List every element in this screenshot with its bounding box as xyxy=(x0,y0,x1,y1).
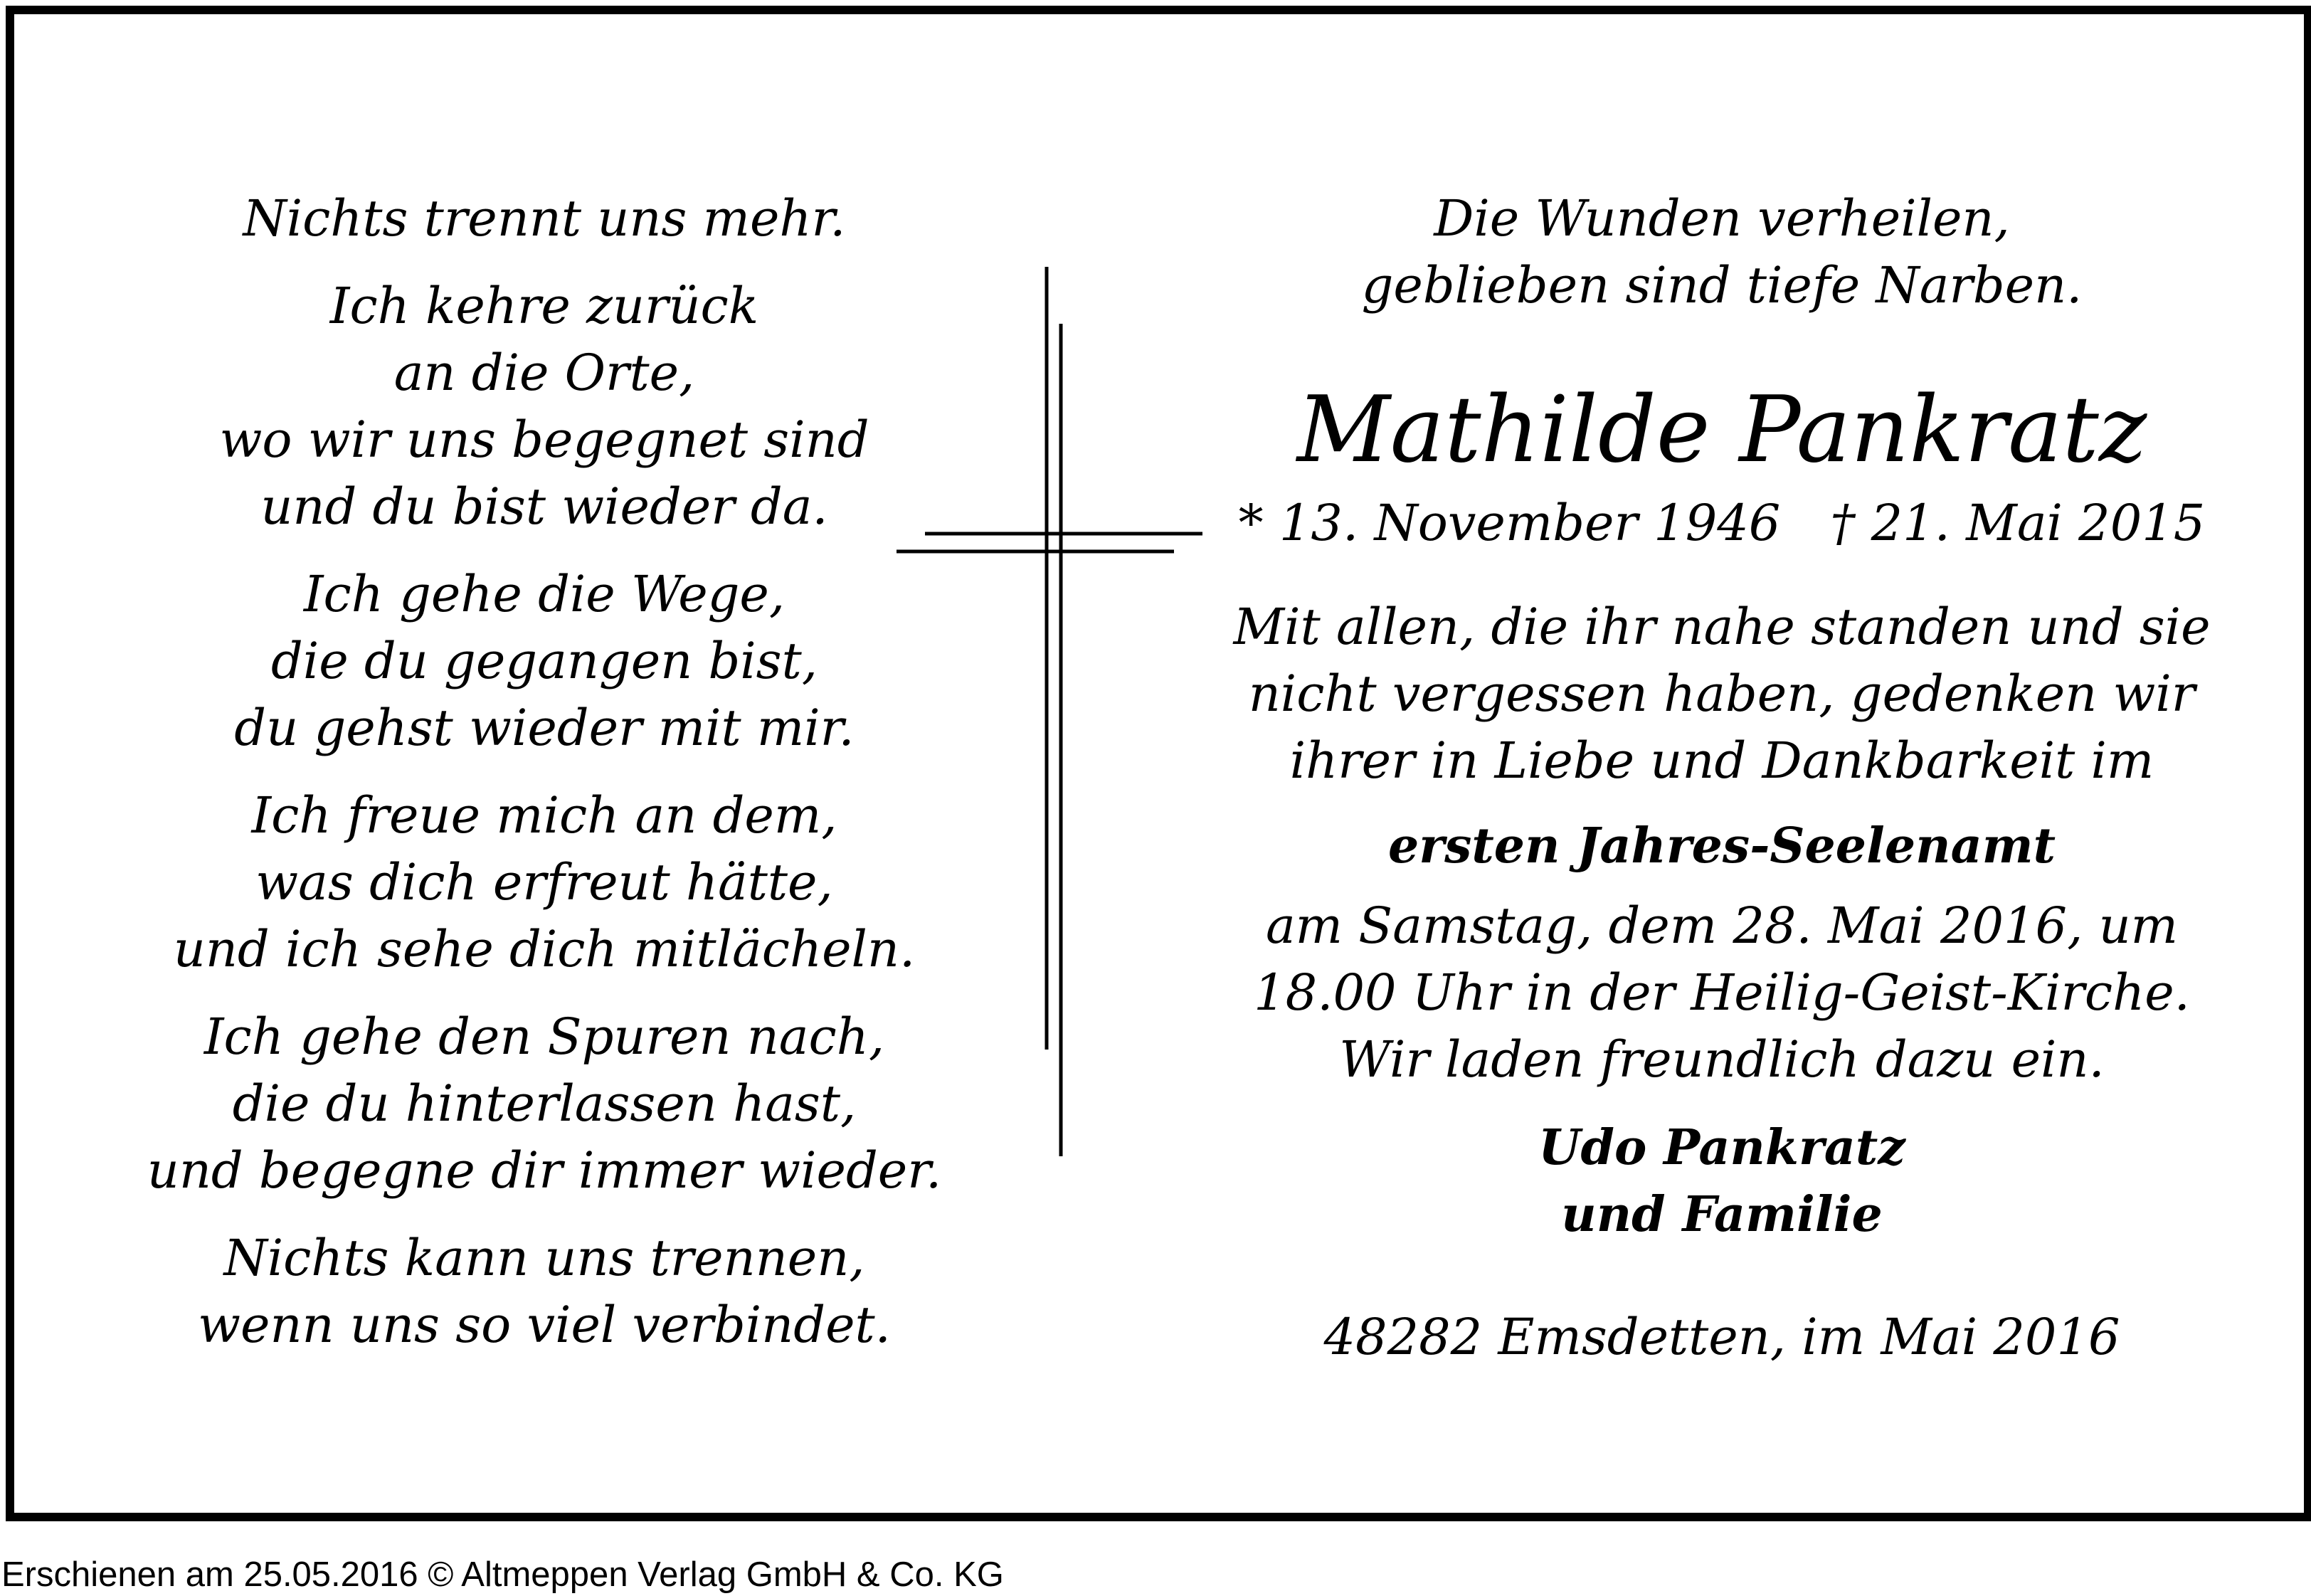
event-title: ersten Jahres-Seelenamt xyxy=(1387,818,2056,874)
poem-line: die du gegangen bist, xyxy=(271,632,818,690)
publication-footer: Erschienen am 25.05.2016 © Altmeppen Verlag GmbH & Co. KG xyxy=(1,1555,1004,1594)
remembrance-message xyxy=(1217,593,2227,794)
event-line: am Samstag, dem 28. Mai 2016, um xyxy=(1265,897,2179,955)
poem-line: Nichts trennt uns mehr. xyxy=(243,189,846,248)
place-and-date: 48282 Emsdetten, im Mai 2016 xyxy=(1323,1308,2120,1366)
message-line: Mit allen, die ihr nahe standen und sie xyxy=(1233,598,2211,656)
event-line: 18.00 Uhr in der Heilig-Geist-Kirche. xyxy=(1254,963,2190,1022)
poem-stanza xyxy=(107,1225,982,1358)
poem xyxy=(107,185,982,1379)
poem-stanza xyxy=(107,561,982,761)
poem-line: Nichts kann uns trennen, xyxy=(223,1229,865,1287)
poem-line: was dich erfreut hätte, xyxy=(255,853,833,911)
quote-line: Die Wunden verheilen, xyxy=(1434,189,2010,248)
poem-line: und ich sehe dich mitlächeln. xyxy=(173,920,916,978)
message-line: ihrer in Liebe und Dankbarkeit im xyxy=(1289,731,2154,790)
family-signature xyxy=(1217,1114,2227,1248)
life-dates xyxy=(1217,490,2227,556)
death-date: † 21. Mai 2015 xyxy=(1830,494,2206,552)
poem-stanza xyxy=(107,273,982,540)
poem-line: wenn uns so viel verbindet. xyxy=(198,1296,891,1354)
quote-line: geblieben sind tiefe Narben. xyxy=(1361,256,2083,315)
family-line: Udo Pankratz xyxy=(1538,1119,1905,1176)
poem-line: Ich gehe den Spuren nach, xyxy=(203,1008,885,1066)
message-line: nicht vergessen haben, gedenken wir xyxy=(1248,665,2196,723)
poem-line: wo wir uns begegnet sind xyxy=(219,411,869,469)
poem-line: an die Orte, xyxy=(393,344,695,402)
poem-stanza xyxy=(107,1003,982,1204)
family-line: und Familie xyxy=(1561,1186,1883,1243)
poem-stanza xyxy=(107,185,982,252)
poem-line: du gehst wieder mit mir. xyxy=(234,699,855,757)
cross-icon xyxy=(897,267,1210,1156)
announcement xyxy=(1217,185,2227,1370)
poem-line: Ich kehre zurück xyxy=(329,277,759,335)
event-details xyxy=(1217,892,2227,1093)
poem-stanza xyxy=(107,782,982,983)
quote xyxy=(1217,185,2227,319)
poem-line: Ich freue mich an dem, xyxy=(251,786,837,845)
poem-line: und begegne dir immer wieder. xyxy=(147,1141,942,1200)
poem-line: und du bist wieder da. xyxy=(260,477,828,536)
birth-date: * 13. November 1946 xyxy=(1238,494,1781,552)
poem-line: die du hinterlassen hast, xyxy=(232,1074,857,1133)
deceased-name: Mathilde Pankratz xyxy=(1296,377,2147,483)
poem-line: Ich gehe die Wege, xyxy=(303,565,786,623)
obituary-notice-frame xyxy=(6,6,2311,1521)
event-line: Wir laden freundlich dazu ein. xyxy=(1339,1030,2105,1089)
